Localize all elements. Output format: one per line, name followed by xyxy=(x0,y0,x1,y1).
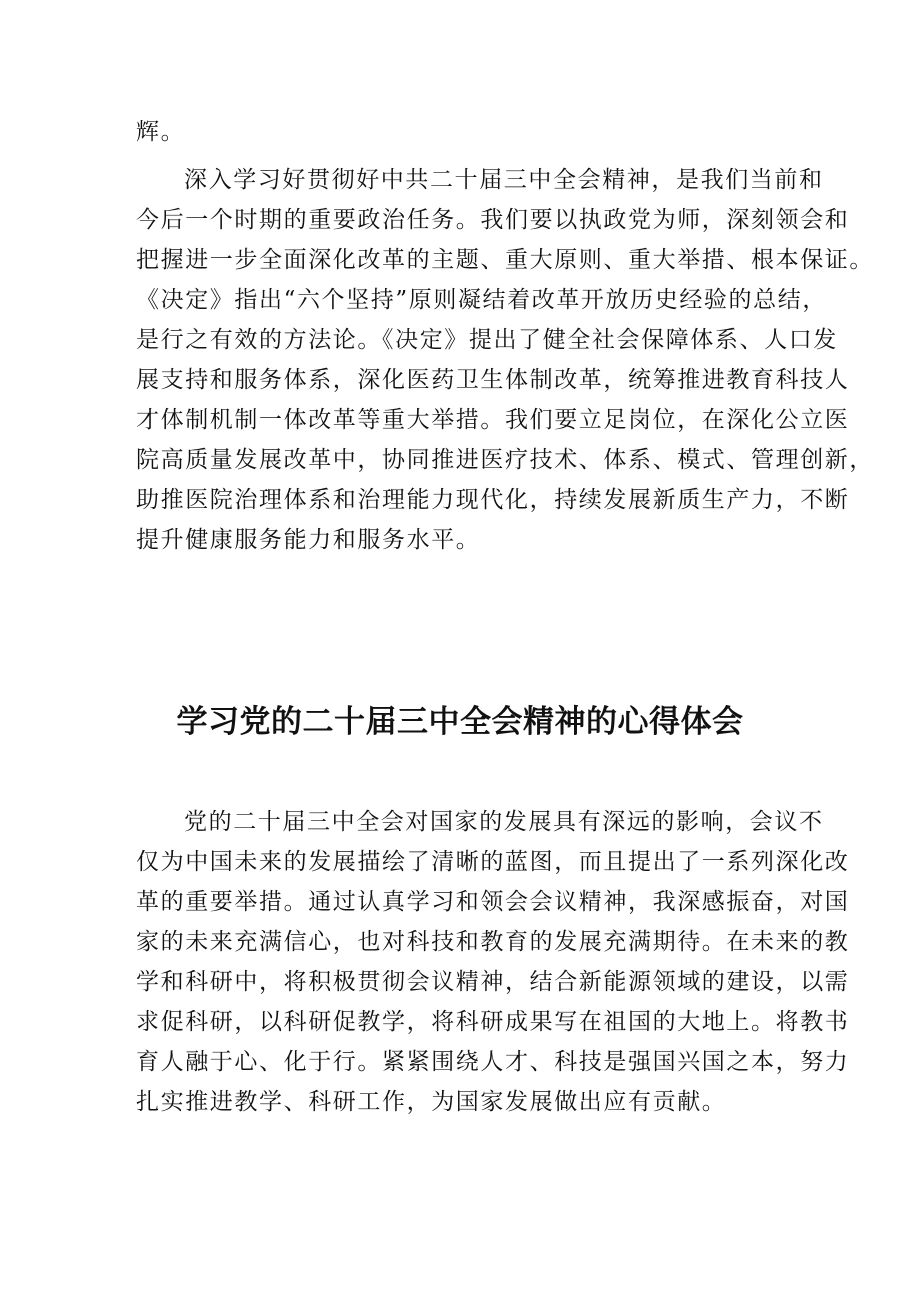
paragraph-line: 提升健康服务能力和服务水平。 xyxy=(136,527,481,553)
paragraph-line: 育人融于心、化于行。紧紧围绕人才、科技是强国兴国之本，努力 xyxy=(136,1049,850,1075)
paragraph-line: 把握进一步全面深化改革的主题、重大原则、重大举措、根本保证。 xyxy=(136,247,874,273)
section-title: 学习党的二十届三中全会精神的心得体会 xyxy=(176,704,744,740)
paragraph-line: 是行之有效的方法论。《决定》提出了健全社会保障体系、人口发 xyxy=(136,327,838,353)
paragraph-line: 院高质量发展改革中，协同推进医疗技术、体系、模式、管理创新， xyxy=(136,447,874,473)
paragraph-line: 求促科研，以科研促教学，将科研成果写在祖国的大地上。将教书 xyxy=(136,1009,850,1035)
paragraph-line: 家的未来充满信心，也对科技和教育的发展充满期待。在未来的教 xyxy=(136,929,850,955)
paragraph-line: 展支持和服务体系，深化医药卫生体制改革，统筹推进教育科技人 xyxy=(136,367,850,393)
paragraph-line: 党的二十届三中全会对国家的发展具有深远的影响，会议不 xyxy=(184,809,824,835)
paragraph-line: 扎实推进教学、科研工作，为国家发展做出应有贡献。 xyxy=(136,1089,727,1115)
paragraph-line: 才体制机制一体改革等重大举措。我们要立足岗位，在深化公立医 xyxy=(136,407,850,433)
paragraph-line: 仅为中国未来的发展描绘了清晰的蓝图，而且提出了一系列深化改 xyxy=(136,849,850,875)
paragraph-line: 今后一个时期的重要政治任务。我们要以执政党为师，深刻领会和 xyxy=(136,207,850,233)
paragraph-line: 革的重要举措。通过认真学习和领会会议精神，我深感振奋，对国 xyxy=(136,889,850,915)
paragraph-line: 辉。 xyxy=(136,119,186,145)
previous-paragraph-end xyxy=(136,112,796,152)
paragraph-2 xyxy=(136,802,850,1122)
paragraph-1 xyxy=(136,160,874,560)
paragraph-line: 学和科研中，将积极贯彻会议精神，结合新能源领域的建设，以需 xyxy=(136,969,850,995)
paragraph-line: 《决定》指出“六个坚持”原则凝结着改革开放历史经验的总结， xyxy=(136,287,827,313)
paragraph-line: 深入学习好贯彻好中共二十届三中全会精神，是我们当前和 xyxy=(184,167,824,193)
paragraph-line: 助推医院治理体系和治理能力现代化，持续发展新质生产力，不断 xyxy=(136,487,850,513)
